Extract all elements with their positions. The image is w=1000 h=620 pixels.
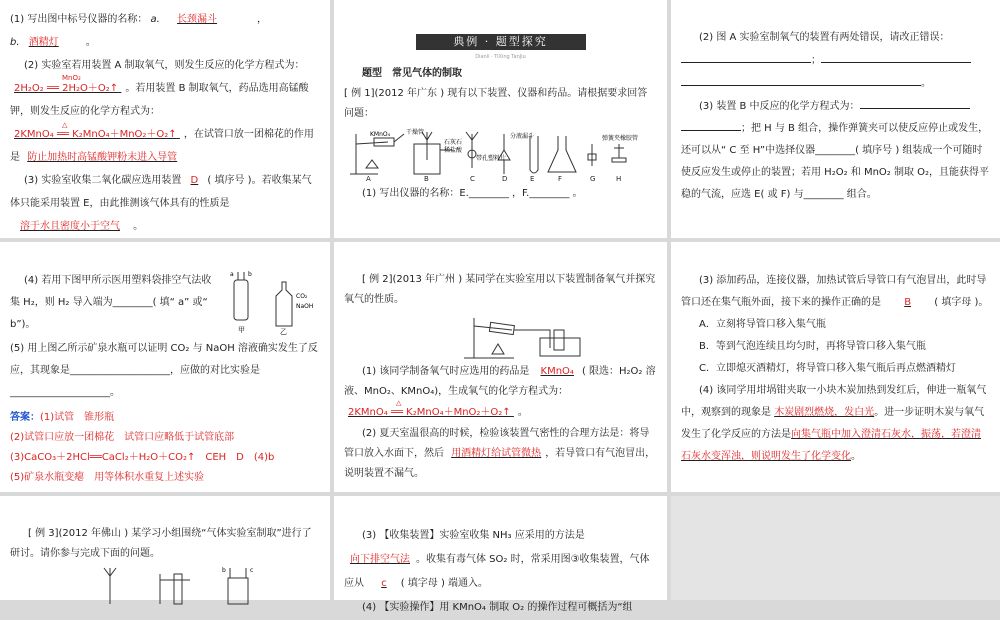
q2-airtight-prompt: (2) 夏天室温很高的时候，检验该装置气密性的合理方法是：将导管口放入水面下，然后 (344, 428, 650, 459)
label-A: A (366, 175, 371, 183)
option-A: A．立刻将导管口移入集气瓶 (699, 319, 826, 330)
q1-prompt: (1) 写出图中标号仪器的名称： (10, 14, 148, 25)
section-banner: 典例 · 题型探究 (416, 34, 586, 50)
equation-kmno4: 2KMnO₄ ══ K₂MnO₄＋MnO₂＋O₂↑ △ (14, 121, 177, 140)
catalyst-label: MnO₂ (62, 74, 81, 82)
q2-post: ，在试管口放一团棉花的作用是 (10, 129, 314, 163)
answer-d: D (190, 175, 199, 186)
q3-equation-prompt: (3) 装置 B 中反应的化学方程式为： (699, 101, 860, 112)
q1-a-label: a. (150, 14, 160, 25)
q2-mid: 。若用装置 B 制取氧气，药品选用高锰酸钾，则发生反应的化学方程式为： (10, 83, 309, 117)
panel-question-collect (334, 496, 667, 613)
answer-heat-tube: 用酒精灯给试管微热 (451, 448, 542, 459)
answer-block (10, 408, 320, 488)
answer-line-4: (5)矿泉水瓶变瘪 用等体积水重复上述实验 (10, 472, 205, 483)
answer-B: B (904, 297, 912, 308)
q1-drug-mid: ( 限选：H₂O₂ 溶液、MnO₂、KMnO₄)，生成氧气的化学方程式为： (344, 366, 656, 397)
label-ex3-b: b (222, 567, 226, 574)
panel-question-2-3 (671, 0, 1000, 238)
answer-line-3: (3)CaCO₃＋2HCl══CaCl₂＋H₂O＋CO₂↑ CEH D (4)b (10, 452, 275, 463)
answer-kmno4: KMnO₄ (540, 366, 574, 377)
panel-question-4-5 (0, 242, 330, 492)
answer-title: 答案： (10, 412, 40, 423)
answer-b: 酒精灯 (28, 37, 59, 48)
panel-example-2: [ 例 2](2013 年广州 ) 某同学在实验室用以下装置制备氧气并探究氧气的性质。 (1) 该同学制备氧气时应选用的药品是 KMnO₄ ( 限选：H₂O₂ 溶液、MnO₂、KMnO₄)，生成氧气的化学方程式为： 2KMnO₄ ══ K₂MnO₄＋MnO₂＋O₂↑ △ 。 (2) 夏天室温很高的时候，检验该装置气密性的合理方法是：将导管口放入水面下，然后 用酒精灯给试管微热 ，若导管口有气泡冒出，说明装置不漏气。 (334, 242, 667, 492)
q3-collect-mid: 。收集有毒气体 SO₂ 时，常采用图③收集装置，气体应从 (344, 554, 650, 589)
panel-question-3-4 (671, 242, 1000, 492)
oxygen-apparatus-figure (454, 310, 614, 362)
label-limestone: 石灰石 (444, 139, 463, 146)
label-plate: 带孔塑料片 (476, 155, 507, 162)
label-fig-jia: 甲 (238, 326, 245, 334)
q2-airtight-post: ，若导管口有气泡冒出，说明装置不漏气。 (344, 448, 656, 479)
q3-mid: ( 填序号 )。若收集某气体只能采用装置 E，由此推测该气体具有的性质是 (10, 175, 312, 209)
q1-b-label: b. (10, 37, 20, 48)
empty-panel (671, 496, 1000, 600)
label-fig-co2: CO₂ (296, 293, 308, 300)
q5-text: (5) 用上图乙所示矿泉水瓶可以证明 CO₂ 与 NaOH 溶液确实发生了反应，其现象是____________________，应做的对比实验是____________________。 (10, 343, 318, 398)
example-3-text: [ 例 3](2012 年佛山 ) 某学习小组围绕“气体实验室制取”进行了研讨。请你参与完成下面的问题。 (10, 528, 312, 559)
q3-op-post: ( 填字母 )。 (934, 297, 989, 308)
answer-c: c (381, 578, 387, 589)
option-B: B．等到气泡连续且均匀时，再将导管口移入集气瓶 (699, 341, 926, 352)
label-E: E (530, 175, 535, 183)
q2-prompt: (2) 实验室若用装置 A 制取氧气，则发生反应的化学方程式为： (24, 60, 305, 71)
heat-symbol: △ (62, 121, 68, 129)
label-D: D (502, 175, 508, 183)
answer-property: 溶于水且密度小于空气 (20, 221, 120, 232)
section-banner-sub: Dianli · TiXing TanJiu (475, 54, 526, 60)
q2-line2-end: ； (811, 55, 821, 66)
label-kmno4: KMnO₄ (370, 131, 391, 138)
q3-collect-prompt: (3) 【收集装置】实验室收集 NH₃ 应采用的方法是 (362, 530, 585, 541)
label-fig-naoh: NaOH (296, 303, 314, 310)
label-dry-tube: 干燥管 (406, 129, 425, 136)
example-1-q1: (1) 写出仪器的名称：E.________ ，F.________ 。 (362, 188, 583, 199)
q3-text: ；把 H 与 B 组合，操作弹簧夹可以使反应停止或发生，还可以从“ C 至 H”中选择仪器________( 填序号 ) 组装成一个可随时使反应发生或停止的装置；若用 H₂O₂ 和 MnO₂ 制取 O₂，且能获得平稳的气流，应选 E( 或 F) 与________ 组合。 (681, 123, 990, 200)
topic-title: 题型 常见气体的制取 (362, 68, 462, 79)
label-hcl: 稀盐酸 (444, 147, 463, 154)
label-clip: 弹簧夹橡胶管 (602, 135, 639, 142)
bag-bottle-figure (220, 268, 320, 338)
q4-charcoal-prompt: (4) 该同学用坩埚钳夹取一小块木炭加热到发红后，伸进一瓶氧气中，观察到的现象是 (681, 385, 987, 418)
answer-line-2: (2)试管口应放一团棉花 试管口应略低于试管底部 (10, 432, 235, 443)
panel-example-1 (334, 0, 667, 238)
example-2-text: [ 例 2](2013 年广州 ) 某同学在实验室用以下装置制备氧气并探究氧气的性质。 (344, 274, 656, 305)
heat-symbol-ex2: △ (396, 399, 402, 407)
answer-line-1: (1)试管 锥形瓶 (40, 412, 115, 423)
equation-h2o2: 2H₂O₂ ══ 2H₂O＋O₂↑ MnO₂ (14, 74, 119, 94)
answer-cotton: 防止加热时高锰酸钾粉末进入导管 (27, 152, 178, 163)
q2-errors: (2) 图 A 实验室制氧气的装置有两处错误，请改正错误： (699, 32, 950, 43)
q4-text: (4) 若用下图甲所示医用塑料袋排空气法收集 H₂，则 H₂ 导入端为________( 填“ a” 或“ b”)。 (10, 275, 212, 330)
q4-charcoal-post: 。 (851, 451, 861, 462)
q1-drug-prompt: (1) 该同学制备氧气时应选用的药品是 (362, 366, 530, 377)
q4-operation: (4) 【实验操作】用 KMnO₄ 制取 O₂ 的操作过程可概括为“组 (362, 602, 633, 613)
q2-line3-end: 。 (921, 78, 931, 89)
label-ex3-c: c (250, 567, 254, 574)
answer-charcoal: 木炭剧烈燃烧，发白光 (774, 407, 875, 418)
answer-a: 长颈漏斗 (177, 14, 218, 25)
answer-limewater: 向集气瓶中加入澄清石灰水，振荡，若澄清石灰水变浑浊，则说明发生了化学变化 (681, 429, 981, 462)
label-G: G (590, 175, 596, 183)
label-C: C (470, 175, 475, 183)
label-H: H (616, 175, 622, 183)
panel-question-1: (1) 写出图中标号仪器的名称： a. 长颈漏斗 ， b. 酒精灯 。 (2) 实验室若用装置 A 制取氧气，则发生反应的化学方程式为： 2H₂O₂ ══ 2H₂O＋O₂↑ MnO₂ 。若用装置 B 制取氧气，药品选用高锰酸钾，则发生反应的化学方程式为： 2KMnO₄ ══ K₂MnO₄＋MnO₂＋O₂↑ △ ，在试管口放一团棉花的作用是 防止加热时高锰酸钾粉末进入导管 (3) 实验室收集二氧化碳应选用装置 D ( 填序号 )。若收集某气体只能采用装置 E，由此推测该气体具有的性质是 溶于水且密度小于空气 。 (0, 0, 330, 238)
q3-prompt: (3) 实验室收集二氧化碳应选用装置 (24, 175, 182, 186)
label-F: F (558, 175, 563, 183)
example-1-text: [ 例 1](2012 年广东 ) 现有以下装置、仪器和药品。请根据要求回答问题： (344, 88, 648, 119)
panel-example-3 (0, 496, 330, 600)
label-fig-b: b (248, 271, 252, 278)
equation-kmno4-ex2: 2KMnO₄ ══ K₂MnO₄＋MnO₂＋O₂↑ △ (348, 399, 511, 418)
q3-collect-post: ( 填字母 ) 端通入。 (400, 578, 489, 589)
label-fig-a: a (230, 271, 234, 278)
label-funnel: 分液漏斗 (510, 133, 535, 140)
option-C: C．立即熄灭酒精灯，将导管口移入集气瓶后再点燃酒精灯 (699, 363, 956, 374)
example-3-figure (50, 564, 310, 604)
apparatus-figure (344, 124, 644, 182)
answer-downward: 向下排空气法 (350, 554, 410, 565)
label-B: B (424, 175, 429, 183)
q4-charcoal-mid: 。进一步证明木炭与氧气发生了化学反应的方法是 (681, 407, 985, 440)
label-fig-yi: 乙 (280, 328, 287, 336)
q3-op-prompt: (3) 添加药品，连接仪器，加热试管后导管口有气泡冒出，此时导管口还在集气瓶外面，接下来的操作正确的是 (681, 275, 987, 308)
